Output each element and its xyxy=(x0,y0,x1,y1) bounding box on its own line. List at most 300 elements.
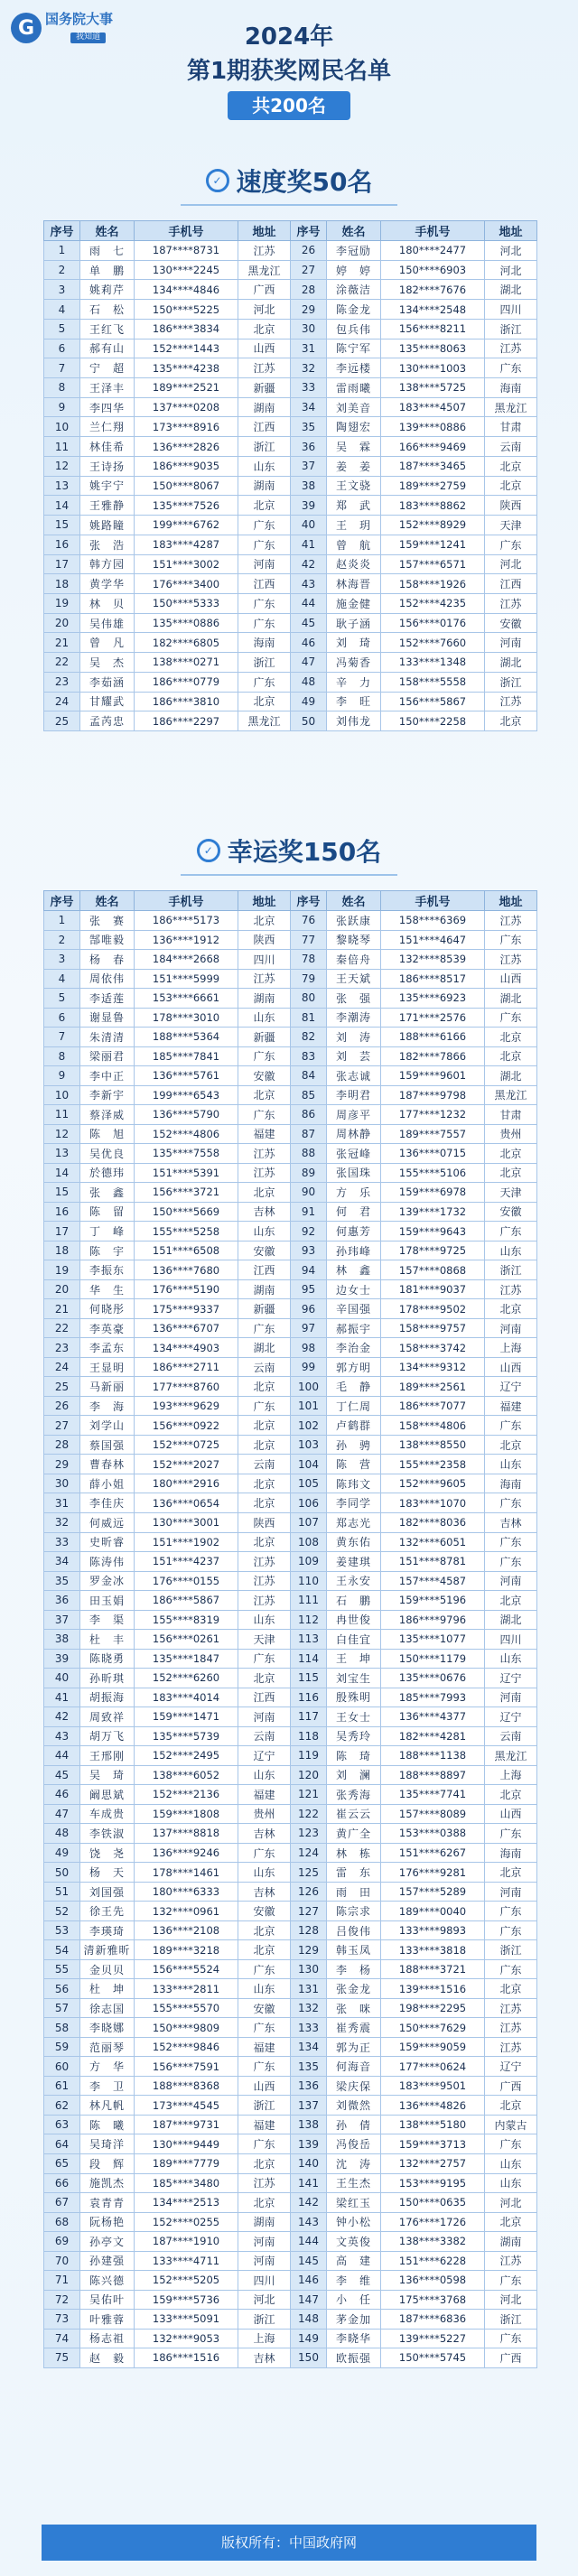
winner-phone: 186****3810 xyxy=(135,692,238,711)
winner-area: 河南 xyxy=(238,554,291,574)
winner-name: 陈 宇 xyxy=(80,1241,135,1260)
winner-area: 江苏 xyxy=(238,1163,291,1183)
winner-name: 张 鑫 xyxy=(80,1183,135,1203)
winner-area: 北京 xyxy=(238,1920,291,1940)
winner-phone: 132****0961 xyxy=(135,1902,238,1921)
winner-phone: 173****4545 xyxy=(135,2096,238,2116)
row-number: 12 xyxy=(44,1124,80,1144)
winner-area: 辽宁 xyxy=(485,1669,537,1688)
winner-area: 湖南 xyxy=(238,2212,291,2232)
winner-area: 福建 xyxy=(238,2037,291,2057)
winner-name: 文英俊 xyxy=(327,2232,381,2252)
table-row xyxy=(44,1902,537,1921)
winner-area: 湖南 xyxy=(238,1279,291,1299)
winner-name: 李晓娜 xyxy=(80,2018,135,2038)
table-row xyxy=(44,516,537,535)
winner-name: 冯俊岳 xyxy=(327,2134,381,2154)
winner-name: 吴琦洋 xyxy=(80,2134,135,2154)
winner-area: 贵州 xyxy=(238,1804,291,1824)
winner-area: 安徽 xyxy=(485,613,537,633)
winner-area: 新疆 xyxy=(238,1028,291,1047)
row-number: 36 xyxy=(291,437,327,457)
winner-name: 郑志光 xyxy=(327,1512,381,1532)
table-row xyxy=(44,496,537,516)
winner-area: 北京 xyxy=(238,496,291,516)
winner-name: 姚莉芹 xyxy=(80,280,135,300)
winner-area: 北京 xyxy=(238,1532,291,1552)
winner-name: 单 鹏 xyxy=(80,260,135,280)
winner-area: 北京 xyxy=(485,456,537,476)
table-row xyxy=(44,1299,537,1319)
winner-name: 施金健 xyxy=(327,593,381,613)
row-number: 100 xyxy=(291,1377,327,1397)
winner-area: 辽宁 xyxy=(485,2057,537,2077)
table-row xyxy=(44,397,537,417)
winner-name: 张志诚 xyxy=(327,1066,381,1086)
winner-phone: 183****4507 xyxy=(381,397,485,417)
row-number: 109 xyxy=(291,1552,327,1572)
table-row xyxy=(44,2173,537,2193)
col-header-no: 序号 xyxy=(44,221,80,241)
row-number: 25 xyxy=(44,711,80,731)
winner-area: 广东 xyxy=(485,1959,537,1979)
winner-area: 黑龙江 xyxy=(485,1746,537,1766)
table-row xyxy=(44,280,537,300)
table-row xyxy=(44,1920,537,1940)
winner-area: 北京 xyxy=(238,911,291,931)
winner-area: 浙江 xyxy=(485,2310,537,2330)
winner-area: 河南 xyxy=(485,1571,537,1591)
winner-name: 刘美音 xyxy=(327,397,381,417)
table-row xyxy=(44,1630,537,1650)
col-header-phone: 手机号 xyxy=(381,221,485,241)
winner-phone: 138****5725 xyxy=(381,378,485,398)
winner-phone: 159****3713 xyxy=(381,2134,485,2154)
winner-name: 李冠励 xyxy=(327,241,381,261)
winner-area: 陕西 xyxy=(238,930,291,950)
winner-name: 李 旺 xyxy=(327,692,381,711)
winner-area: 江西 xyxy=(238,1688,291,1707)
winner-name: 陶翅宏 xyxy=(327,417,381,437)
col-header-no: 序号 xyxy=(44,891,80,911)
winner-name: 李茹涵 xyxy=(80,672,135,692)
winner-phone: 152****5205 xyxy=(135,2271,238,2291)
winner-name: 雷 东 xyxy=(327,1863,381,1883)
winner-area: 河南 xyxy=(238,2251,291,2271)
winner-name: 刘宝生 xyxy=(327,1669,381,1688)
winner-area: 北京 xyxy=(485,1785,537,1805)
table-row xyxy=(44,1707,537,1727)
winner-phone: 134****4846 xyxy=(135,280,238,300)
winner-area: 吉林 xyxy=(485,1512,537,1532)
row-number: 120 xyxy=(291,1765,327,1785)
winner-area: 江苏 xyxy=(238,358,291,378)
winner-area: 北京 xyxy=(238,692,291,711)
winner-area: 江苏 xyxy=(238,1591,291,1611)
row-number: 143 xyxy=(291,2212,327,2232)
winner-area: 北京 xyxy=(485,2096,537,2116)
winner-name: 袁青青 xyxy=(80,2193,135,2213)
row-number: 141 xyxy=(291,2173,327,2193)
winner-name: 孙昕琪 xyxy=(80,1669,135,1688)
winner-area: 山西 xyxy=(485,969,537,989)
winner-name: 孙 倩 xyxy=(327,2115,381,2134)
row-number: 89 xyxy=(291,1163,327,1183)
winner-name: 王 坤 xyxy=(327,1649,381,1669)
row-number: 30 xyxy=(44,1474,80,1493)
winner-name: 杨 天 xyxy=(80,1863,135,1883)
winner-area: 北京 xyxy=(485,1163,537,1183)
winner-phone: 136****0715 xyxy=(381,1144,485,1164)
winner-phone: 178****3010 xyxy=(135,1008,238,1028)
winner-area: 广西 xyxy=(485,2348,537,2368)
table-row xyxy=(44,2193,537,2213)
winner-name: 何惠芳 xyxy=(327,1222,381,1242)
table-row xyxy=(44,1416,537,1436)
winner-area: 湖南 xyxy=(238,476,291,496)
row-number: 145 xyxy=(291,2251,327,2271)
winner-area: 广东 xyxy=(238,2057,291,2077)
table-row xyxy=(44,1882,537,1902)
winner-name: 陈晓勇 xyxy=(80,1649,135,1669)
winner-area: 广东 xyxy=(238,593,291,613)
row-number: 114 xyxy=(291,1649,327,1669)
table-row xyxy=(44,1649,537,1669)
winner-area: 福建 xyxy=(238,1124,291,1144)
table-row xyxy=(44,1183,537,1203)
table-row xyxy=(44,476,537,496)
winner-area: 山东 xyxy=(238,1008,291,1028)
row-number: 18 xyxy=(44,1241,80,1260)
winner-phone: 157****4587 xyxy=(381,1571,485,1591)
winner-name: 毛 静 xyxy=(327,1377,381,1397)
winner-name: 林 栋 xyxy=(327,1843,381,1863)
winner-name: 朱清清 xyxy=(80,1028,135,1047)
row-number: 67 xyxy=(44,2193,80,2213)
winner-area: 黑龙江 xyxy=(238,260,291,280)
winner-area: 北京 xyxy=(485,1435,537,1455)
winner-phone: 188****5364 xyxy=(135,1028,238,1047)
winner-name: 吴伟雄 xyxy=(80,613,135,633)
table-row xyxy=(44,1863,537,1883)
winner-name: 雷雨曦 xyxy=(327,378,381,398)
row-number: 40 xyxy=(291,516,327,535)
row-number: 15 xyxy=(44,516,80,535)
row-number: 82 xyxy=(291,1028,327,1047)
winner-name: 茅金加 xyxy=(327,2310,381,2330)
winner-area: 福建 xyxy=(238,2115,291,2134)
total-badge: 共200名 xyxy=(228,91,350,120)
table-row xyxy=(44,1435,537,1455)
winner-area: 河北 xyxy=(485,2193,537,2213)
winner-name: 曾 航 xyxy=(327,535,381,554)
row-number: 23 xyxy=(44,672,80,692)
row-number: 16 xyxy=(44,535,80,554)
winner-phone: 135****7741 xyxy=(381,1785,485,1805)
winner-area: 浙江 xyxy=(485,1940,537,1960)
row-number: 52 xyxy=(44,1902,80,1921)
row-number: 33 xyxy=(44,1532,80,1552)
winner-phone: 178****9502 xyxy=(381,1299,485,1319)
winner-phone: 150****5333 xyxy=(135,593,238,613)
winner-name: 姚路瞳 xyxy=(80,516,135,535)
row-number: 95 xyxy=(291,1279,327,1299)
winner-phone: 135****0676 xyxy=(381,1669,485,1688)
winner-phone: 153****6661 xyxy=(135,989,238,1009)
winner-area: 山东 xyxy=(485,1241,537,1260)
winner-name: 黄学华 xyxy=(80,574,135,594)
winner-name: 冉世俊 xyxy=(327,1610,381,1630)
winner-area: 内蒙古 xyxy=(485,2115,537,2134)
row-number: 94 xyxy=(291,1260,327,1280)
winner-phone: 176****3400 xyxy=(135,574,238,594)
winner-name: 李远楼 xyxy=(327,358,381,378)
winner-name: 王生杰 xyxy=(327,2173,381,2193)
winner-area: 河北 xyxy=(485,2290,537,2310)
winner-area: 湖北 xyxy=(485,989,537,1009)
table-header-row xyxy=(44,221,537,241)
winner-phone: 152****9846 xyxy=(135,2037,238,2057)
winner-phone: 150****0635 xyxy=(381,2193,485,2213)
winner-area: 吉林 xyxy=(238,1824,291,1844)
winner-phone: 187****3465 xyxy=(381,456,485,476)
winner-name: 方 华 xyxy=(80,2057,135,2077)
winner-phone: 136****0598 xyxy=(381,2271,485,2291)
row-number: 74 xyxy=(44,2329,80,2348)
row-number: 3 xyxy=(44,950,80,970)
row-number: 16 xyxy=(44,1202,80,1222)
winner-name: 王 玥 xyxy=(327,516,381,535)
row-number: 13 xyxy=(44,476,80,496)
winner-name: 刘 澜 xyxy=(327,1765,381,1785)
winner-name: 孙建强 xyxy=(80,2251,135,2271)
winner-area: 河南 xyxy=(485,1318,537,1338)
table-row xyxy=(44,1377,537,1397)
table-row xyxy=(44,1532,537,1552)
winner-name: 张金龙 xyxy=(327,1979,381,1999)
winner-phone: 152****0255 xyxy=(135,2212,238,2232)
winner-phone: 152****2495 xyxy=(135,1746,238,1766)
winner-area: 天津 xyxy=(485,516,537,535)
row-number: 24 xyxy=(44,1357,80,1377)
winner-phone: 152****1443 xyxy=(135,339,238,358)
table-row xyxy=(44,1124,537,1144)
table-row xyxy=(44,319,537,339)
table-row xyxy=(44,1085,537,1105)
row-number: 146 xyxy=(291,2271,327,2291)
winner-area: 江苏 xyxy=(485,911,537,931)
winner-name: 包兵伟 xyxy=(327,319,381,339)
winner-phone: 189****2521 xyxy=(135,378,238,398)
winner-area: 河南 xyxy=(485,633,537,653)
row-number: 136 xyxy=(291,2076,327,2096)
winner-name: 李治金 xyxy=(327,1338,381,1358)
table-row xyxy=(44,1688,537,1707)
row-number: 33 xyxy=(291,378,327,398)
table-row xyxy=(44,554,537,574)
row-number: 93 xyxy=(291,1241,327,1260)
winner-name: 雨 七 xyxy=(80,241,135,261)
row-number: 68 xyxy=(44,2212,80,2232)
winner-name: 孙玮峰 xyxy=(327,1241,381,1260)
winner-area: 山东 xyxy=(485,1649,537,1669)
row-number: 80 xyxy=(291,989,327,1009)
winner-name: 林 贝 xyxy=(80,593,135,613)
winner-name: 林凡帆 xyxy=(80,2096,135,2116)
table-row xyxy=(44,1105,537,1125)
winner-name: 李英豪 xyxy=(80,1318,135,1338)
winner-name: 华 生 xyxy=(80,1279,135,1299)
winner-area: 山东 xyxy=(485,1455,537,1474)
winner-name: 沈 涛 xyxy=(327,2154,381,2174)
winner-name: 林佳希 xyxy=(80,437,135,457)
winner-area: 江苏 xyxy=(238,2173,291,2193)
winner-name: 宁 超 xyxy=(80,358,135,378)
winner-name: 何晓彤 xyxy=(80,1299,135,1319)
winner-phone: 139****1516 xyxy=(381,1979,485,1999)
winner-phone: 151****5999 xyxy=(135,969,238,989)
row-number: 32 xyxy=(291,358,327,378)
winner-phone: 152****6260 xyxy=(135,1669,238,1688)
row-number: 90 xyxy=(291,1183,327,1203)
winner-phone: 136****6707 xyxy=(135,1318,238,1338)
winner-area: 上海 xyxy=(485,1338,537,1358)
winner-phone: 159****9643 xyxy=(381,1222,485,1242)
winner-area: 安徽 xyxy=(238,1998,291,2018)
winner-area: 海南 xyxy=(485,1843,537,1863)
winner-phone: 186****2297 xyxy=(135,711,238,731)
winner-phone: 151****5391 xyxy=(135,1163,238,1183)
winner-name: 张秀海 xyxy=(327,1785,381,1805)
winner-phone: 156****3721 xyxy=(135,1183,238,1203)
table-row xyxy=(44,711,537,731)
winner-phone: 150****6903 xyxy=(381,260,485,280)
winner-area: 广东 xyxy=(485,1008,537,1028)
row-number: 41 xyxy=(291,535,327,554)
winner-name: 陈 琦 xyxy=(327,1746,381,1766)
winner-phone: 150****5745 xyxy=(381,2348,485,2368)
winner-phone: 175****3768 xyxy=(381,2290,485,2310)
winner-name: 周彦平 xyxy=(327,1105,381,1125)
row-number: 87 xyxy=(291,1124,327,1144)
footer-copyright: 版权所有：中国政府网 xyxy=(42,2525,536,2561)
row-number: 18 xyxy=(44,574,80,594)
row-number: 107 xyxy=(291,1512,327,1532)
winner-area: 广东 xyxy=(485,1493,537,1513)
winner-area: 北京 xyxy=(485,1591,537,1611)
winner-phone: 182****7676 xyxy=(381,280,485,300)
winner-phone: 176****5190 xyxy=(135,1279,238,1299)
winner-area: 广东 xyxy=(238,672,291,692)
winner-area: 甘肃 xyxy=(485,417,537,437)
winner-area: 江苏 xyxy=(485,2018,537,2038)
table-row xyxy=(44,2251,537,2271)
winner-area: 海南 xyxy=(238,633,291,653)
row-number: 144 xyxy=(291,2232,327,2252)
winner-phone: 158****3742 xyxy=(381,1338,485,1358)
winner-area: 新疆 xyxy=(238,378,291,398)
table-row xyxy=(44,378,537,398)
row-number: 116 xyxy=(291,1688,327,1707)
winner-name: 饶 尧 xyxy=(80,1843,135,1863)
row-number: 71 xyxy=(44,2271,80,2291)
table-row xyxy=(44,2134,537,2154)
row-number: 43 xyxy=(291,574,327,594)
winner-phone: 156****7591 xyxy=(135,2057,238,2077)
winner-area: 广东 xyxy=(485,358,537,378)
row-number: 50 xyxy=(44,1863,80,1883)
winner-phone: 136****9246 xyxy=(135,1843,238,1863)
winner-phone: 180****6333 xyxy=(135,1882,238,1902)
winner-name: 黄东佑 xyxy=(327,1532,381,1552)
winner-phone: 189****0040 xyxy=(381,1902,485,1921)
winner-name: 徐志国 xyxy=(80,1998,135,2018)
winner-phone: 186****0779 xyxy=(135,672,238,692)
winner-area: 浙江 xyxy=(238,2310,291,2330)
row-number: 63 xyxy=(44,2115,80,2134)
winner-area: 湖北 xyxy=(485,1610,537,1630)
winner-name: 陈玮文 xyxy=(327,1474,381,1493)
winner-area: 北京 xyxy=(485,476,537,496)
row-number: 22 xyxy=(44,1318,80,1338)
winner-area: 北京 xyxy=(238,1493,291,1513)
row-number: 140 xyxy=(291,2154,327,2174)
winner-name: 黄广全 xyxy=(327,1824,381,1844)
row-number: 58 xyxy=(44,2018,80,2038)
row-number: 41 xyxy=(44,1688,80,1707)
winner-name: 卢鹤群 xyxy=(327,1416,381,1436)
row-number: 110 xyxy=(291,1571,327,1591)
winner-phone: 183****4014 xyxy=(135,1688,238,1707)
winner-area: 江苏 xyxy=(485,339,537,358)
winner-name: 蔡泽威 xyxy=(80,1105,135,1125)
winner-area: 广东 xyxy=(485,1920,537,1940)
winner-phone: 159****5736 xyxy=(135,2290,238,2310)
winner-area: 山东 xyxy=(238,1863,291,1883)
winner-phone: 134****4903 xyxy=(135,1338,238,1358)
row-number: 17 xyxy=(44,554,80,574)
winner-area: 贵州 xyxy=(485,1124,537,1144)
row-number: 30 xyxy=(291,319,327,339)
table-row xyxy=(44,2037,537,2057)
winner-phone: 189****2759 xyxy=(381,476,485,496)
winner-area: 广东 xyxy=(238,1046,291,1066)
row-number: 64 xyxy=(44,2134,80,2154)
winner-phone: 155****8319 xyxy=(135,1610,238,1630)
winner-area: 广东 xyxy=(238,535,291,554)
winner-name: 施凯杰 xyxy=(80,2173,135,2193)
winner-phone: 136****2826 xyxy=(135,437,238,457)
row-number: 35 xyxy=(44,1571,80,1591)
winner-name: 张国珠 xyxy=(327,1163,381,1183)
row-number: 57 xyxy=(44,1998,80,2018)
table-row xyxy=(44,2076,537,2096)
winner-area: 北京 xyxy=(485,2212,537,2232)
winner-name: 谢显鲁 xyxy=(80,1008,135,1028)
winner-phone: 136****1912 xyxy=(135,930,238,950)
row-number: 29 xyxy=(291,300,327,320)
winner-name: 姜建琪 xyxy=(327,1552,381,1572)
row-number: 49 xyxy=(44,1843,80,1863)
winner-area: 广东 xyxy=(485,2134,537,2154)
winner-name: 林海晋 xyxy=(327,574,381,594)
winner-name: 雨 田 xyxy=(327,1882,381,1902)
row-number: 137 xyxy=(291,2096,327,2116)
winner-phone: 177****0624 xyxy=(381,2057,485,2077)
table-row xyxy=(44,633,537,653)
winner-area: 江苏 xyxy=(238,1144,291,1164)
winner-name: 於德玮 xyxy=(80,1163,135,1183)
